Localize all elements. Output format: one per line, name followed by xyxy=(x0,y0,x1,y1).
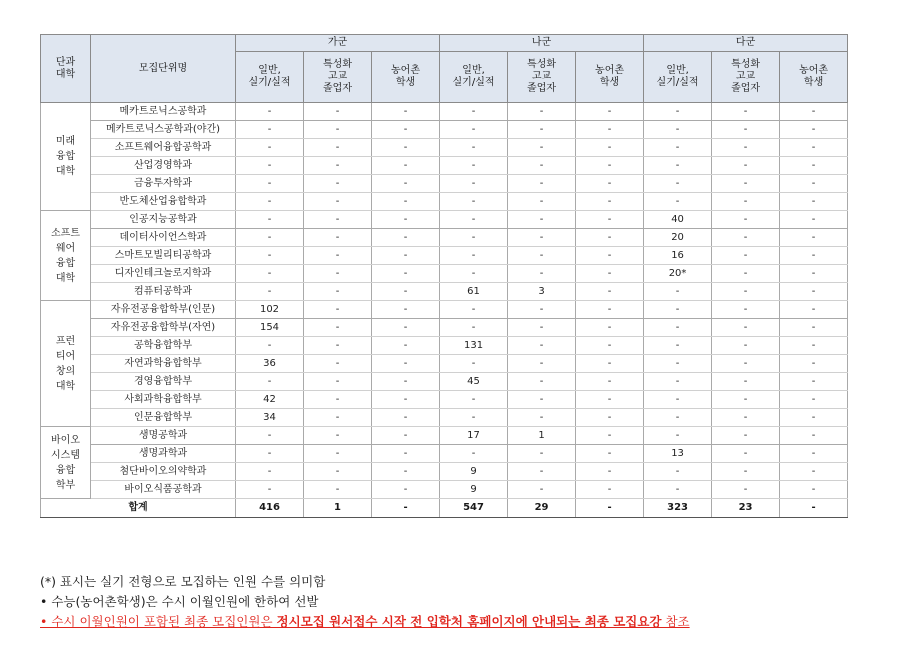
quota-cell: - xyxy=(644,193,712,211)
header-sub-1-1: 특성화 고교 졸업자 xyxy=(508,52,576,103)
quota-cell: - xyxy=(304,229,372,247)
total-cell: 29 xyxy=(508,499,576,518)
quota-cell: - xyxy=(508,121,576,139)
dept-name: 금융투자학과 xyxy=(91,175,236,193)
table-row xyxy=(41,175,848,193)
quota-cell: - xyxy=(644,427,712,445)
quota-cell: - xyxy=(372,463,440,481)
quota-cell: - xyxy=(372,139,440,157)
quota-cell: - xyxy=(236,139,304,157)
dept-name: 인공지능공학과 xyxy=(91,211,236,229)
quota-cell: - xyxy=(440,355,508,373)
quota-cell: - xyxy=(236,373,304,391)
dept-name: 공학융합학부 xyxy=(91,337,236,355)
quota-cell: - xyxy=(304,283,372,301)
quota-cell: - xyxy=(712,247,780,265)
dept-name: 바이오식품공학과 xyxy=(91,481,236,499)
quota-cell: - xyxy=(576,337,644,355)
quota-cell: - xyxy=(576,427,644,445)
quota-cell: - xyxy=(372,265,440,283)
quota-cell: - xyxy=(712,211,780,229)
quota-cell: - xyxy=(780,193,848,211)
quota-cell: - xyxy=(508,409,576,427)
dept-name: 경영융합학부 xyxy=(91,373,236,391)
total-cell: 323 xyxy=(644,499,712,518)
quota-cell: - xyxy=(236,157,304,175)
quota-cell: - xyxy=(780,301,848,319)
quota-cell: - xyxy=(780,157,848,175)
quota-cell: - xyxy=(440,301,508,319)
table-row xyxy=(41,103,848,121)
quota-cell: - xyxy=(304,337,372,355)
dept-name: 인문융합학부 xyxy=(91,409,236,427)
college-name: 바이오 시스템 융합 학부 xyxy=(41,427,91,499)
quota-cell: - xyxy=(508,463,576,481)
quota-cell: - xyxy=(508,193,576,211)
header-dept: 모집단위명 xyxy=(91,35,236,103)
quota-cell: - xyxy=(508,157,576,175)
quota-cell: - xyxy=(576,121,644,139)
quota-cell: - xyxy=(508,445,576,463)
quota-cell: - xyxy=(236,463,304,481)
quota-cell: - xyxy=(644,463,712,481)
quota-cell: - xyxy=(712,301,780,319)
quota-cell: 40 xyxy=(644,211,712,229)
quota-cell: - xyxy=(712,175,780,193)
quota-cell: - xyxy=(372,445,440,463)
quota-cell: - xyxy=(372,319,440,337)
dept-name: 자연과학융합학부 xyxy=(91,355,236,373)
quota-cell: - xyxy=(712,121,780,139)
dept-name: 메카트로닉스공학과(야간) xyxy=(91,121,236,139)
dept-name: 컴퓨터공학과 xyxy=(91,283,236,301)
quota-cell: - xyxy=(644,409,712,427)
quota-cell: - xyxy=(780,211,848,229)
header-sub-2-1: 특성화 고교 졸업자 xyxy=(712,52,780,103)
total-cell: 1 xyxy=(304,499,372,518)
quota-cell: - xyxy=(644,175,712,193)
quota-cell: - xyxy=(508,337,576,355)
total-cell: 416 xyxy=(236,499,304,518)
quota-cell: - xyxy=(236,247,304,265)
quota-cell: 45 xyxy=(440,373,508,391)
quota-cell: - xyxy=(576,319,644,337)
quota-cell: - xyxy=(712,409,780,427)
quota-cell: - xyxy=(576,355,644,373)
quota-cell: 13 xyxy=(644,445,712,463)
quota-cell: - xyxy=(236,445,304,463)
quota-cell: 17 xyxy=(440,427,508,445)
quota-cell: - xyxy=(644,355,712,373)
quota-cell: - xyxy=(576,139,644,157)
table-row xyxy=(41,139,848,157)
total-cell: - xyxy=(576,499,644,518)
quota-cell: - xyxy=(712,355,780,373)
note-final-bold: 정시모집 원서접수 시작 전 입학처 홈페이지에 안내되는 최종 모집요강 xyxy=(276,614,662,629)
quota-cell: - xyxy=(644,121,712,139)
header-sub-2-2: 농어촌 학생 xyxy=(780,52,848,103)
header-college: 단과 대학 xyxy=(41,35,91,103)
quota-cell: - xyxy=(576,463,644,481)
quota-cell: - xyxy=(372,229,440,247)
quota-cell: - xyxy=(304,103,372,121)
table-row xyxy=(41,409,848,427)
quota-cell: - xyxy=(576,391,644,409)
quota-cell: - xyxy=(440,211,508,229)
quota-cell: - xyxy=(236,193,304,211)
note-rural: • 수능(농어촌학생)은 수시 이월인원에 한하여 선발 xyxy=(40,594,319,609)
quota-cell: - xyxy=(508,247,576,265)
header-sub-0-0: 일반, 실기/실적 xyxy=(236,52,304,103)
header-sub-2-0: 일반, 실기/실적 xyxy=(644,52,712,103)
quota-cell: - xyxy=(780,373,848,391)
total-label: 합계 xyxy=(41,499,236,518)
quota-cell: - xyxy=(712,481,780,499)
quota-cell: - xyxy=(372,391,440,409)
quota-cell: - xyxy=(780,463,848,481)
quota-cell: - xyxy=(712,265,780,283)
quota-cell: - xyxy=(440,391,508,409)
quota-cell: - xyxy=(508,481,576,499)
quota-cell: 9 xyxy=(440,463,508,481)
quota-cell: - xyxy=(712,229,780,247)
quota-cell: - xyxy=(712,103,780,121)
quota-cell: - xyxy=(644,337,712,355)
total-cell: - xyxy=(372,499,440,518)
header-sub-1-2: 농어촌 학생 xyxy=(576,52,644,103)
note-final-quota xyxy=(40,612,870,632)
quota-cell: - xyxy=(712,319,780,337)
quota-cell: - xyxy=(372,355,440,373)
quota-cell: - xyxy=(440,139,508,157)
quota-cell: - xyxy=(780,319,848,337)
college-name: 프런 티어 창의 대학 xyxy=(41,301,91,427)
quota-cell: - xyxy=(644,157,712,175)
table-row xyxy=(41,463,848,481)
quota-cell: - xyxy=(780,103,848,121)
table-row xyxy=(41,301,848,319)
quota-cell: - xyxy=(236,283,304,301)
table-row xyxy=(41,391,848,409)
quota-cell: - xyxy=(576,157,644,175)
college-name: 미래 융합 대학 xyxy=(41,103,91,211)
quota-cell: - xyxy=(508,319,576,337)
quota-cell: 102 xyxy=(236,301,304,319)
quota-cell: - xyxy=(712,193,780,211)
quota-cell: - xyxy=(304,319,372,337)
quota-cell: - xyxy=(372,481,440,499)
quota-cell: - xyxy=(236,175,304,193)
quota-cell: - xyxy=(304,301,372,319)
quota-cell: - xyxy=(780,175,848,193)
quota-cell: - xyxy=(712,391,780,409)
quota-cell: - xyxy=(440,445,508,463)
quota-cell: - xyxy=(508,355,576,373)
quota-cell: - xyxy=(576,103,644,121)
quota-cell: 131 xyxy=(440,337,508,355)
quota-cell: - xyxy=(304,445,372,463)
quota-cell: 154 xyxy=(236,319,304,337)
quota-cell: - xyxy=(304,247,372,265)
quota-cell: - xyxy=(236,337,304,355)
quota-cell: 16 xyxy=(644,247,712,265)
quota-cell: - xyxy=(372,211,440,229)
table-row xyxy=(41,481,848,499)
table-row xyxy=(41,229,848,247)
quota-cell: - xyxy=(372,301,440,319)
quota-cell: - xyxy=(644,283,712,301)
quota-cell: - xyxy=(440,319,508,337)
quota-cell: - xyxy=(304,175,372,193)
table-row xyxy=(41,337,848,355)
quota-cell: - xyxy=(304,355,372,373)
quota-cell: - xyxy=(712,337,780,355)
quota-cell: - xyxy=(644,391,712,409)
table-row xyxy=(41,211,848,229)
dept-name: 자유전공융합학부(자연) xyxy=(91,319,236,337)
quota-cell: - xyxy=(372,373,440,391)
quota-cell: - xyxy=(508,211,576,229)
total-cell: - xyxy=(780,499,848,518)
quota-cell: 42 xyxy=(236,391,304,409)
table-row xyxy=(41,193,848,211)
quota-cell: - xyxy=(644,373,712,391)
quota-cell: - xyxy=(780,121,848,139)
quota-cell: - xyxy=(372,409,440,427)
quota-cell: - xyxy=(780,481,848,499)
quota-cell: - xyxy=(304,139,372,157)
college-name: 소프트 웨어 융합 대학 xyxy=(41,211,91,301)
quota-cell: 61 xyxy=(440,283,508,301)
quota-cell: - xyxy=(304,265,372,283)
quota-cell: - xyxy=(576,301,644,319)
quota-cell: 20* xyxy=(644,265,712,283)
quota-cell: - xyxy=(712,283,780,301)
quota-cell: - xyxy=(576,175,644,193)
quota-cell: - xyxy=(712,445,780,463)
total-cell: 23 xyxy=(712,499,780,518)
quota-cell: - xyxy=(236,229,304,247)
quota-cell: - xyxy=(440,247,508,265)
quota-cell: 34 xyxy=(236,409,304,427)
quota-cell: - xyxy=(304,157,372,175)
header-group-na: 나군 xyxy=(440,35,644,52)
quota-cell: - xyxy=(576,409,644,427)
quota-cell: 3 xyxy=(508,283,576,301)
notes xyxy=(40,572,870,632)
quota-cell: - xyxy=(576,229,644,247)
table-row xyxy=(41,121,848,139)
dept-name: 스마트모빌리티공학과 xyxy=(91,247,236,265)
dept-name: 첨단바이오의약학과 xyxy=(91,463,236,481)
table-row xyxy=(41,319,848,337)
quota-cell: - xyxy=(508,229,576,247)
quota-cell: - xyxy=(508,391,576,409)
dept-name: 메카트로닉스공학과 xyxy=(91,103,236,121)
quota-cell: - xyxy=(236,265,304,283)
quota-cell: - xyxy=(508,139,576,157)
quota-cell: - xyxy=(304,391,372,409)
quota-cell: - xyxy=(440,409,508,427)
quota-cell: - xyxy=(236,427,304,445)
dept-name: 데이터사이언스학과 xyxy=(91,229,236,247)
quota-cell: - xyxy=(372,427,440,445)
quota-cell: - xyxy=(712,373,780,391)
quota-cell: - xyxy=(780,337,848,355)
table-row xyxy=(41,373,848,391)
quota-cell: - xyxy=(576,265,644,283)
dept-name: 자유전공융합학부(인문) xyxy=(91,301,236,319)
dept-name: 디자인테크놀로지학과 xyxy=(91,265,236,283)
quota-cell: - xyxy=(304,193,372,211)
quota-cell: - xyxy=(780,445,848,463)
quota-cell: - xyxy=(576,445,644,463)
quota-cell: - xyxy=(576,283,644,301)
quota-cell: 36 xyxy=(236,355,304,373)
header-sub-0-2: 농어촌 학생 xyxy=(372,52,440,103)
quota-cell: - xyxy=(712,427,780,445)
quota-cell: - xyxy=(712,463,780,481)
dept-name: 반도체산업융합학과 xyxy=(91,193,236,211)
quota-cell: - xyxy=(372,121,440,139)
table-row xyxy=(41,157,848,175)
quota-cell: - xyxy=(304,427,372,445)
quota-cell: - xyxy=(372,247,440,265)
quota-cell: - xyxy=(780,247,848,265)
quota-cell: - xyxy=(440,175,508,193)
quota-cell: - xyxy=(304,373,372,391)
quota-cell: - xyxy=(440,229,508,247)
quota-cell: - xyxy=(780,283,848,301)
quota-cell: - xyxy=(508,373,576,391)
total-row xyxy=(41,499,848,518)
table-row xyxy=(41,427,848,445)
quota-cell: - xyxy=(236,211,304,229)
quota-cell: - xyxy=(780,409,848,427)
quota-cell: 9 xyxy=(440,481,508,499)
quota-cell: - xyxy=(576,373,644,391)
note-final-prefix: • 수시 이월인원이 포함된 최종 모집인원은 xyxy=(40,614,277,629)
quota-cell: - xyxy=(780,139,848,157)
quota-cell: - xyxy=(372,157,440,175)
dept-name: 생명과학과 xyxy=(91,445,236,463)
quota-cell: - xyxy=(576,193,644,211)
quota-cell: - xyxy=(440,193,508,211)
quota-cell: - xyxy=(780,391,848,409)
quota-cell: - xyxy=(780,229,848,247)
quota-cell: - xyxy=(372,103,440,121)
quota-cell: 1 xyxy=(508,427,576,445)
header-group-da: 다군 xyxy=(644,35,848,52)
quota-cell: - xyxy=(304,463,372,481)
quota-cell: - xyxy=(508,103,576,121)
table-row xyxy=(41,445,848,463)
header-group-ga: 가군 xyxy=(236,35,440,52)
quota-cell: - xyxy=(508,265,576,283)
quota-cell: - xyxy=(372,337,440,355)
quota-cell: - xyxy=(440,121,508,139)
quota-cell: - xyxy=(780,355,848,373)
quota-cell: - xyxy=(712,157,780,175)
quota-cell: - xyxy=(236,121,304,139)
quota-cell: - xyxy=(644,103,712,121)
dept-name: 산업경영학과 xyxy=(91,157,236,175)
quota-cell: - xyxy=(440,265,508,283)
quota-cell: - xyxy=(236,481,304,499)
dept-name: 소프트웨어융합공학과 xyxy=(91,139,236,157)
quota-cell: - xyxy=(372,175,440,193)
header-sub-1-0: 일반, 실기/실적 xyxy=(440,52,508,103)
table-row xyxy=(41,355,848,373)
quota-cell: - xyxy=(304,481,372,499)
table-row xyxy=(41,247,848,265)
quota-cell: - xyxy=(644,139,712,157)
quota-cell: - xyxy=(576,481,644,499)
quota-cell: - xyxy=(372,283,440,301)
quota-cell: - xyxy=(508,301,576,319)
quota-cell: - xyxy=(304,121,372,139)
quota-cell: - xyxy=(440,157,508,175)
quota-cell: - xyxy=(372,193,440,211)
quota-cell: - xyxy=(780,265,848,283)
quota-cell: - xyxy=(780,427,848,445)
admission-quota-table xyxy=(40,34,848,518)
quota-cell: - xyxy=(576,211,644,229)
dept-name: 생명공학과 xyxy=(91,427,236,445)
quota-cell: - xyxy=(304,409,372,427)
quota-cell: - xyxy=(576,247,644,265)
note-practical: (*) 표시는 실기 전형으로 모집하는 인원 수를 의미함 xyxy=(40,574,326,589)
dept-name: 사회과학융합학부 xyxy=(91,391,236,409)
note-final-suffix: 참조 xyxy=(661,614,690,629)
quota-cell: - xyxy=(304,211,372,229)
quota-cell: - xyxy=(236,103,304,121)
quota-cell: - xyxy=(644,301,712,319)
quota-cell: - xyxy=(712,139,780,157)
quota-cell: 20 xyxy=(644,229,712,247)
quota-cell: - xyxy=(440,103,508,121)
quota-cell: - xyxy=(644,319,712,337)
header-sub-0-1: 특성화 고교 졸업자 xyxy=(304,52,372,103)
quota-cell: - xyxy=(508,175,576,193)
quota-cell: - xyxy=(644,481,712,499)
table-row xyxy=(41,283,848,301)
table-row xyxy=(41,265,848,283)
total-cell: 547 xyxy=(440,499,508,518)
